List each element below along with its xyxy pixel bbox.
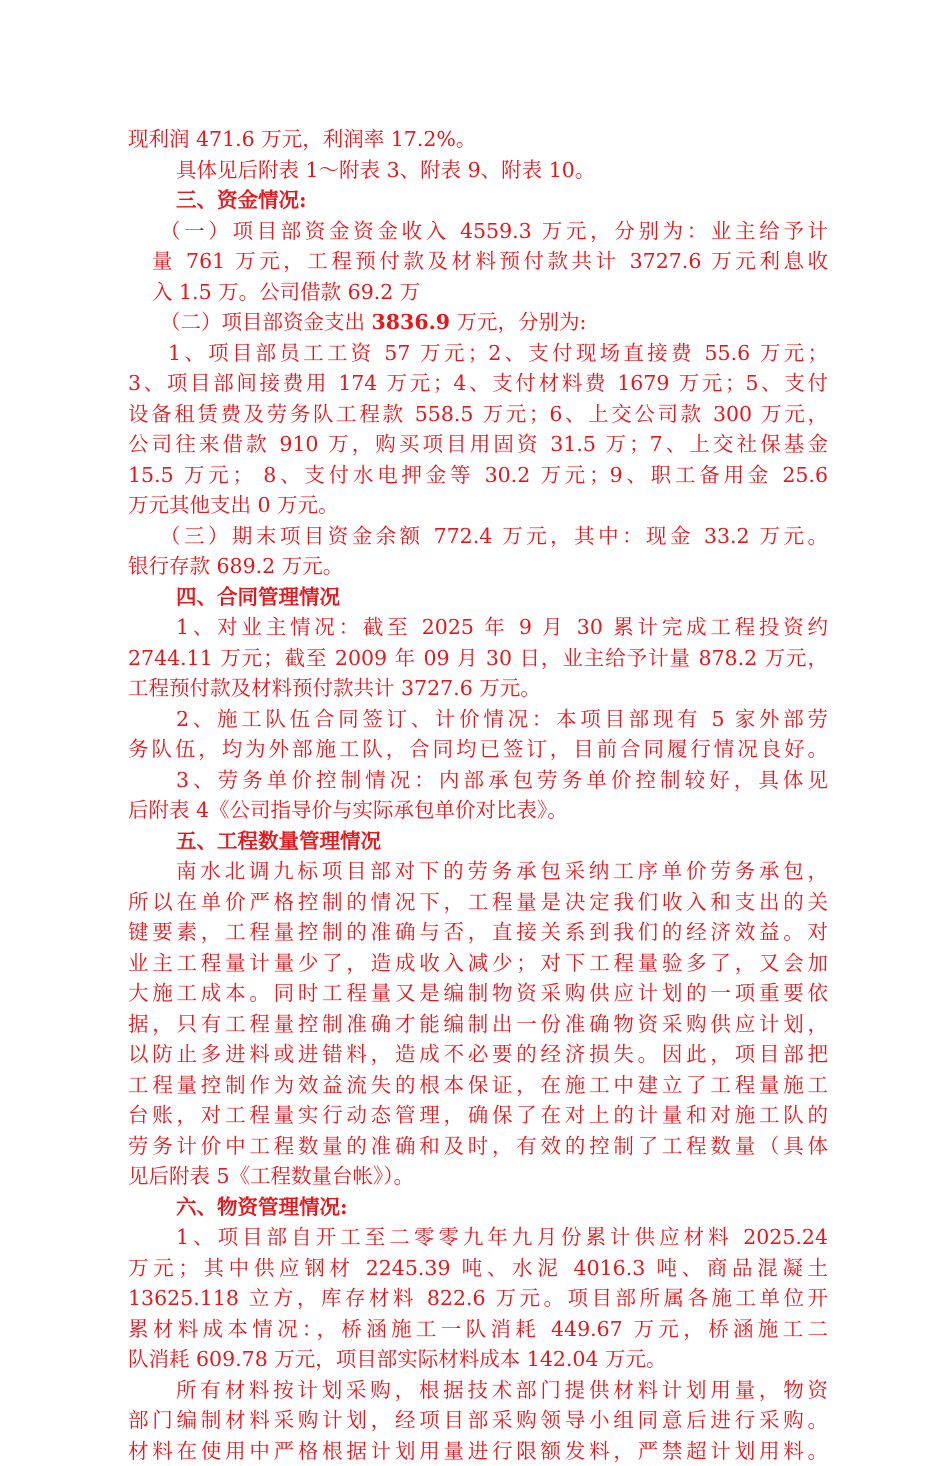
text-line: 1、项目部员工工资 57 万元；2、支付现场直接费 55.6 万元； — [168, 340, 828, 365]
text-line: 2、施工队伍合同签订、计价情况：本项目部现有 5 家外部劳 — [176, 706, 828, 731]
section-heading: 三、资金情况: — [176, 188, 307, 212]
text-line: 据，只有工程量控制准确才能编制出一份准确物资采购供应计划， — [128, 1011, 828, 1036]
text-line: （三）期末项目资金余额 772.4 万元，其中：现金 33.2 万元。 — [160, 523, 828, 548]
text-line: 键要素，工程量控制的准确与否，直接关系到我们的经济效益。对 — [128, 920, 828, 944]
section-heading: 五、工程数量管理情况 — [176, 828, 381, 853]
text-line: 工程量控制作为效益流失的根本保证，在施工中建立了工程量施工 — [128, 1072, 828, 1097]
text-line: 3、项目部间接费用 174 万元；4、支付材料费 1679 万元；5、支付 — [128, 371, 828, 395]
text-span: （二）项目部资金支出 — [160, 310, 372, 334]
text-line: 设备租赁费及劳务队工程款 558.5 万元；6、上交公司款 300 万元， — [128, 401, 828, 426]
text-span: 万元，分别为: — [450, 310, 587, 334]
text-line: 万元其他支出 0 万元。 — [128, 493, 339, 517]
text-line: 队消耗 609.78 万元，项目部实际材料成本 142.04 万元。 — [128, 1347, 667, 1371]
text-line: 3、劳务单价控制情况：内部承包劳务单价控制较好，具体见 — [176, 767, 828, 792]
text-line: 所有材料按计划采购，根据技术部门提供材料计划用量，物资 — [176, 1377, 828, 1402]
text-line: 1、项目部自开工至二零零九年九月份累计供应材料 2025.24 — [176, 1225, 828, 1249]
text-line: 1、对业主情况：截至 2025 年 9 月 30 累计完成工程投资约 — [176, 615, 828, 639]
text-line: 见后附表 5《工程数量台帐》）。 — [128, 1164, 415, 1188]
text-line: 公司往来借款 910 万，购买项目用固资 31.5 万；7、上交社保基金 — [128, 432, 828, 456]
text-line — [160, 307, 828, 337]
text-line: 业主工程量计量少了，造成收入减少；对下工程量验多了，又会加 — [128, 950, 828, 975]
text-line: 劳务计价中工程数量的准确和及时，有效的控制了工程数量（具体 — [128, 1133, 828, 1158]
text-line: 台账，对工程量实行动态管理，确保了在对上的计量和对施工队的 — [128, 1103, 828, 1127]
text-line: 大施工成本。同时工程量又是编制物资采购供应计划的一项重要依 — [128, 981, 828, 1005]
text-line: 量 761 万元，工程预付款及材料预付款共计 3727.6 万元利息收 — [152, 249, 828, 273]
text-line: 银行存款 689.2 万元。 — [128, 554, 344, 578]
text-line: 入 1.5 万。公司借款 69.2 万 — [152, 279, 421, 304]
section-heading: 四、合同管理情况 — [176, 584, 340, 609]
text-line: 万元；其中供应钢材 2245.39 吨、水泥 4016.3 吨、商品混凝土 — [128, 1255, 828, 1280]
text-line: 材料在使用中严格根据计划用量进行限额发料，严禁超计划用料。 — [128, 1438, 828, 1463]
text-line: 具体见后附表 1～附表 3、附表 9、附表 10。 — [176, 157, 596, 182]
section-heading: 六、物资管理情况: — [176, 1194, 348, 1219]
text-line: 累材料成本情况：，桥涵施工一队消耗 449.67 万元，桥涵施工二 — [128, 1316, 828, 1341]
bold-amount: 3836.9 — [371, 310, 450, 334]
text-line: 13625.118 立方，库存材料 822.6 万元。项目部所属各施工单位开 — [128, 1286, 828, 1310]
text-line: 务队伍，均为外部施工队，合同均已签订，目前合同履行情况良好。 — [128, 737, 828, 761]
text-line: 部门编制材料采购计划，经项目部采购领导小组同意后进行采购。 — [128, 1408, 828, 1432]
text-line: 后附表 4《公司指导价与实际承包单价对比表》。 — [128, 798, 568, 822]
text-line: 2744.11 万元；截至 2009 年 09 月 30 日，业主给予计量 878.2 万元， — [128, 645, 828, 670]
text-line: 以防止多进料或进错料，造成不必要的经济损失。因此，项目部把 — [128, 1042, 828, 1066]
text-line: 15.5 万元； 8、支付水电押金等 30.2 万元；9、职工备用金 25.6 — [128, 462, 828, 487]
text-line: 现利润 471.6 万元，利润率 17.2%。 — [128, 127, 477, 151]
text-line: 工程预付款及材料预付款共计 3727.6 万元。 — [128, 676, 541, 700]
text-line: 南水北调九标项目部对下的劳务承包采纳工序单价劳务承包， — [176, 859, 828, 883]
text-line: 所以在单价严格控制的情况下，工程量是决定我们收入和支出的关 — [128, 889, 828, 914]
text-line: （一）项目部资金资金收入 4559.3 万元，分别为：业主给予计 — [160, 218, 828, 243]
